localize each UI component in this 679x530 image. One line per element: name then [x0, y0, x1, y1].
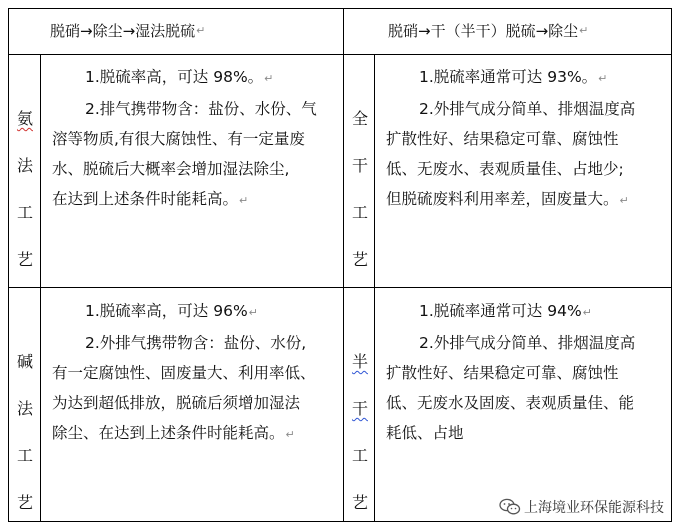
- left-label-divider: [40, 54, 41, 522]
- watermark-text: 上海境业环保能源科技: [524, 500, 664, 516]
- center-divider: [343, 8, 344, 522]
- row2-left-label: 碱 法 工 艺: [16, 352, 33, 512]
- table-border-left: [8, 8, 9, 522]
- header-left-text: 脱硝→除尘→湿法脱硫: [50, 21, 196, 40]
- row1-right-content: 1.脱硫率通常可达 93%。↵ 2.外排气成分简单、排烟温度高 扩散性好、结果稳定可靠、腐蚀性 低、无废水、表观质量佳、占地少; 但脱硫废料利用率差，固废量大。↵: [386, 68, 636, 208]
- row1-right-label: 全 干 工 艺: [351, 109, 368, 269]
- watermark: [497, 496, 667, 518]
- header-left: 脱硝→除尘→湿法脱硫 ↵: [50, 21, 206, 40]
- row2-left-content: 1.脱硫率高，可达 96%↵ 2.外排气携带物含：盐份、水份, 有一定腐蚀性、固废量大、利用率低、 为达到超低排放，脱硫后须增加湿法 除尘、在达到上述条件时能耗高。↵: [52, 302, 316, 442]
- wechat-icon: [499, 498, 521, 516]
- header-divider: [8, 54, 672, 55]
- row1-left-content: 1.脱硫率高，可达 98%。↵ 2.排气携带物含：盐份、水份、气 溶等物质,有很大腐蚀性、有一定量废 水、脱硫后大概率会增加湿法除尘, 在达到上述条件时能耗高。↵: [52, 68, 317, 208]
- row2-right-label: 半 干 工 艺: [351, 352, 368, 512]
- table-border-right: [671, 8, 672, 522]
- row1-left-label: 氨 法 工 艺: [16, 109, 33, 269]
- table-border-bottom: [8, 521, 672, 522]
- row2-right-content: 1.脱硫率通常可达 94%↵ 2.外排气成分简单、排烟温度高 扩散性好、结果稳定可靠、腐蚀性 低、无废水及固废、表观质量佳、能 耗低、占地: [386, 302, 636, 442]
- header-right-text: 脱硝→干（半干）脱硫→除尘: [388, 21, 579, 40]
- header-right: 脱硝→干（半干）脱硫→除尘 ↵: [388, 21, 589, 40]
- row-divider: [8, 287, 672, 288]
